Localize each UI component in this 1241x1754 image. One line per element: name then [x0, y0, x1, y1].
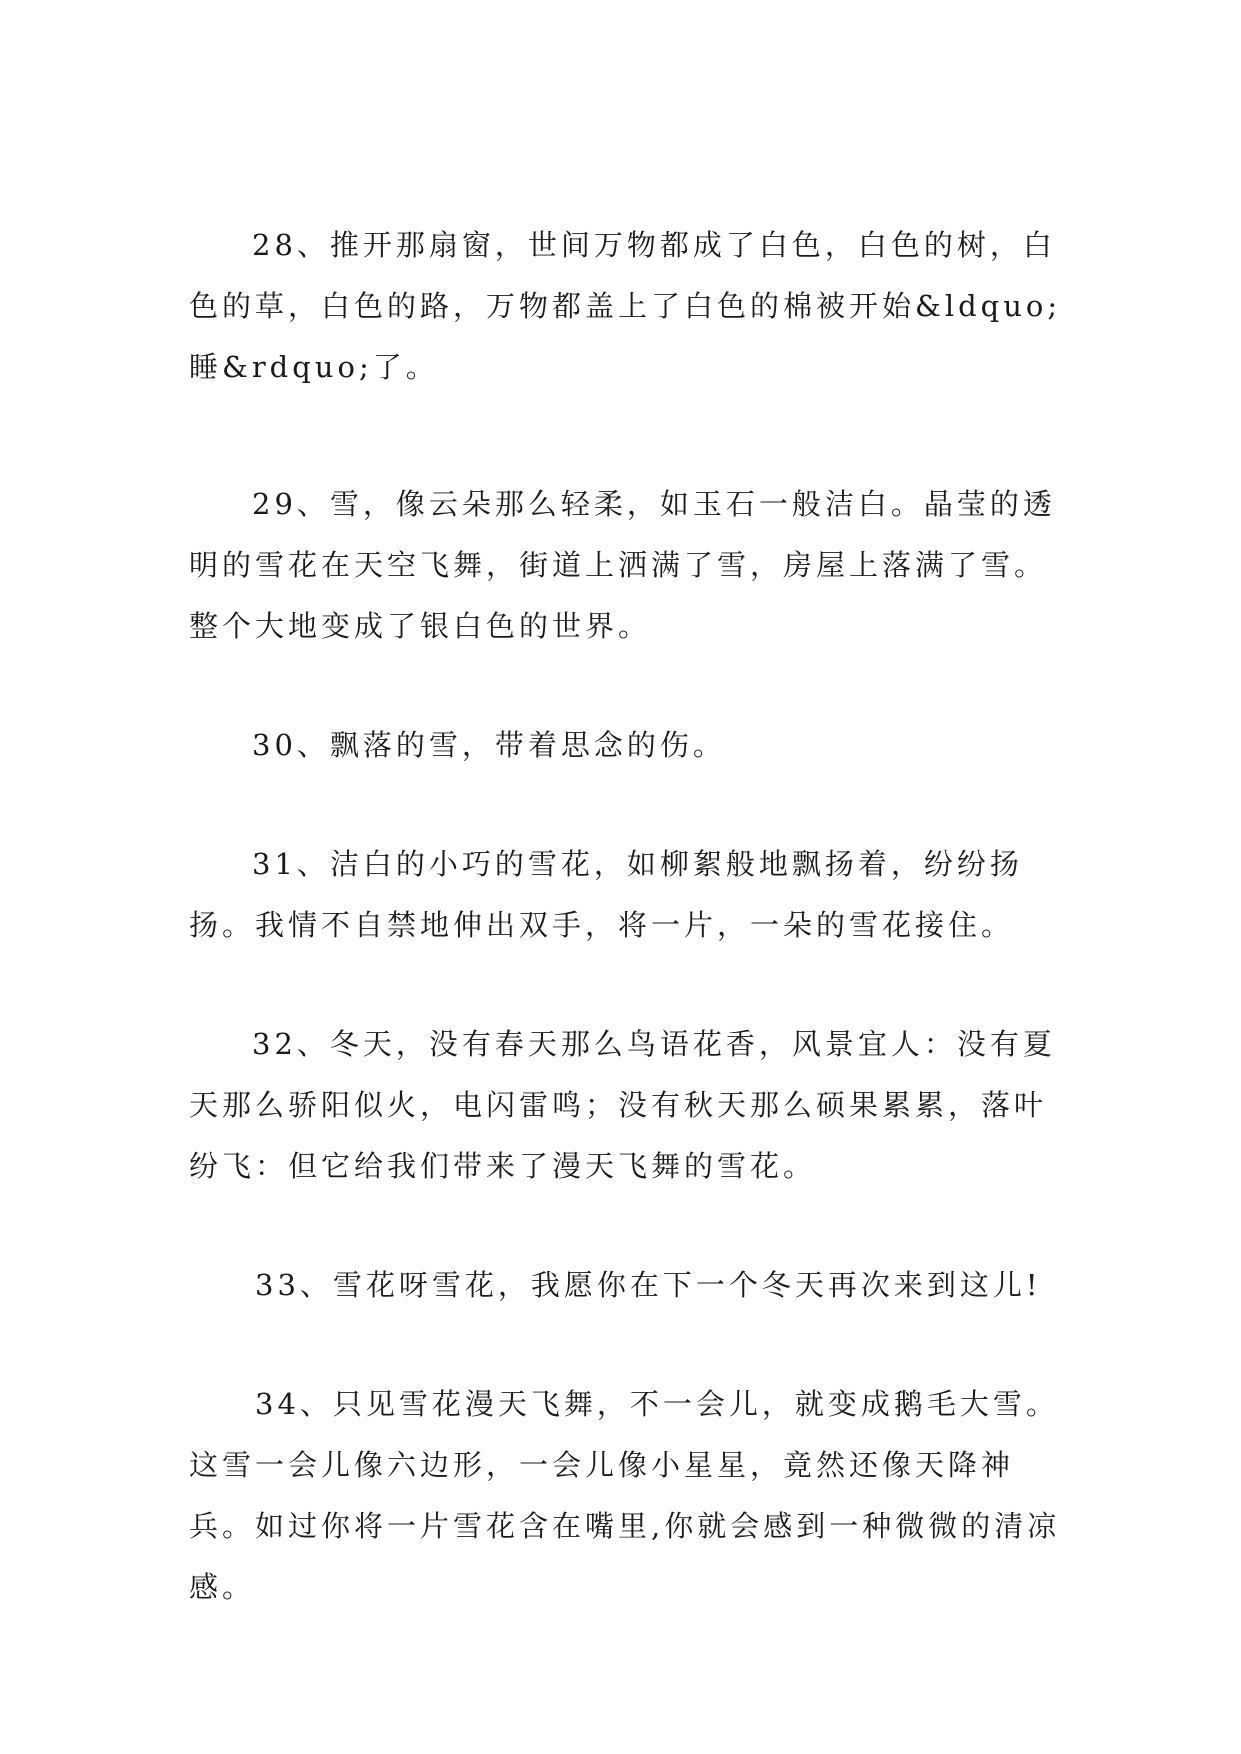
paragraph-29: 29、雪，像云朵那么轻柔，如玉石一般洁白。晶莹的透明的雪花在天空飞舞，街道上洒满了雪，房屋上落满了雪。整个大地变成了银白色的世界。 [189, 487, 1056, 643]
paragraph-28: 28、推开那扇窗，世间万物都成了白色，白色的树，白色的草，白色的路，万物都盖上了白色的棉被开始&ldquo;睡&rdquo;了。 [189, 228, 1062, 384]
paragraph-34: 34、只见雪花漫天飞舞，不一会儿，就变成鹅毛大雪。这雪一会儿像六边形，一会儿像小星星，竟然还像天降神兵。如过你将一片雪花含在嘴里,你就会感到一种微微的清凉感。 [189, 1387, 1061, 1604]
paragraph-30: 30、飘落的雪，带着思念的伤。 [252, 728, 726, 762]
paragraph-33: 33、雪花呀雪花，我愿你在下一个冬天再次来到这儿! [255, 1268, 1042, 1302]
paragraph-31: 31、洁白的小巧的雪花，如柳絮般地飘扬着，纷纷扬扬。我情不自禁地伸出双手，将一片，一朵的雪花接住。 [189, 847, 1023, 942]
document-body [189, 215, 1069, 1694]
paragraph-32: 32、冬天，没有春天那么鸟语花香，风景宜人：没有夏天那么骄阳似火，电闪雷鸣；没有秋天那么硕果累累，落叶纷飞：但它给我们带来了漫天飞舞的雪花。 [189, 1027, 1056, 1183]
